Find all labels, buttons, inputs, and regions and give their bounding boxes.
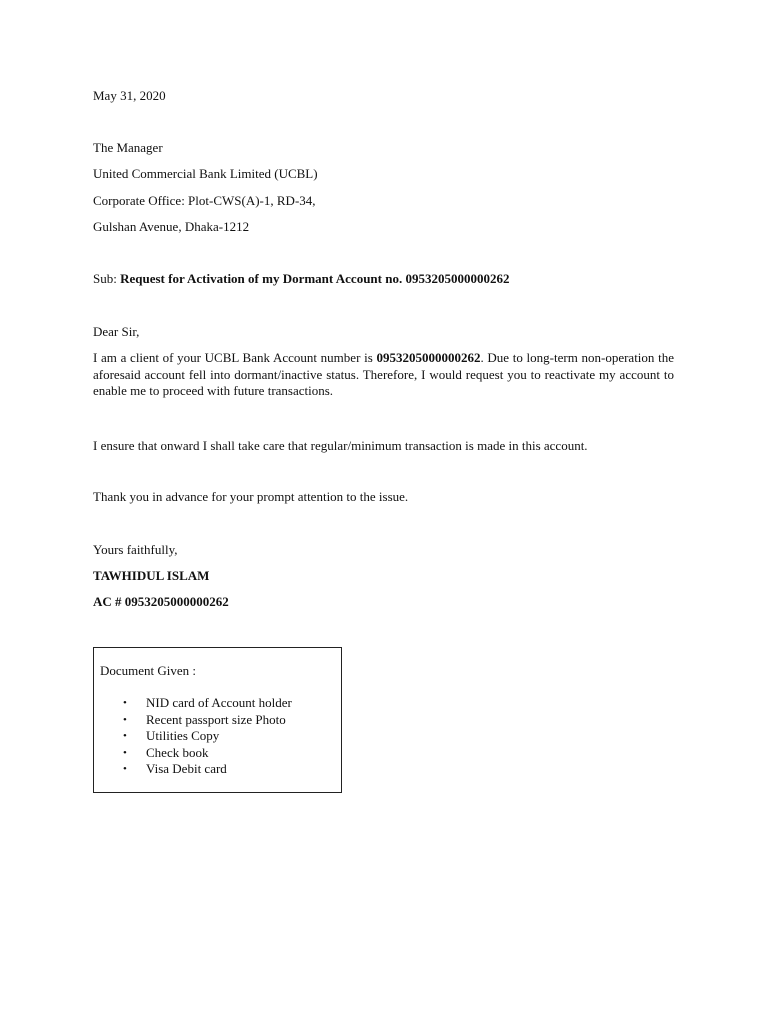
document-item-label: NID card of Account holder <box>146 695 292 710</box>
body-paragraph-3: Thank you in advance for your prompt attention to the issue. <box>93 489 409 504</box>
documents-given-box <box>93 647 342 793</box>
recipient-address-line1: Corporate Office: Plot-CWS(A)-1, RD-34, <box>93 193 316 208</box>
bullet-icon: • <box>123 697 127 709</box>
body-paragraph-1 <box>93 350 674 400</box>
account-reference: AC # 0953205000000262 <box>93 594 229 609</box>
recipient-address-line2: Gulshan Avenue, Dhaka-1212 <box>93 219 250 234</box>
bullet-icon: • <box>123 746 127 759</box>
body-paragraph-2: I ensure that onward I shall take care that regular/minimum transaction is made in this account. <box>93 438 588 453</box>
body-paragraph-1-part1: I am a client of your UCBL Bank Account number is <box>93 350 377 365</box>
signatory-name: TAWHIDUL ISLAM <box>93 568 210 583</box>
subject-prefix: Sub: <box>93 271 121 286</box>
bullet-icon: • <box>123 763 127 775</box>
documents-given-title: Document Given : <box>100 663 197 678</box>
document-item-label: Recent passport size Photo <box>146 711 286 727</box>
document-item-label: Utilities Copy <box>146 728 220 743</box>
bullet-icon: • <box>123 730 127 742</box>
letter-date: May 31, 2020 <box>93 88 166 103</box>
recipient-bank: United Commercial Bank Limited (UCBL) <box>93 166 318 181</box>
subject-line <box>93 271 509 287</box>
subject-text: Request for Activation of my Dormant Account no. 0953205000000262 <box>120 271 510 286</box>
recipient-title: The Manager <box>93 140 163 155</box>
account-number-inline: 0953205000000262 <box>376 350 481 365</box>
body-paragraph-1-part2: . Due to long-term non-operation the aforesaid account fell into dormant/inactive status. Therefore, I would request you to reactivate my account to enable me to proceed with future transactions. <box>93 350 674 398</box>
closing: Yours faithfully, <box>93 542 178 557</box>
salutation: Dear Sir, <box>93 324 140 339</box>
document-item-label: Visa Debit card <box>146 761 227 776</box>
document-item-label: Check book <box>146 744 209 760</box>
bullet-icon: • <box>123 713 127 726</box>
